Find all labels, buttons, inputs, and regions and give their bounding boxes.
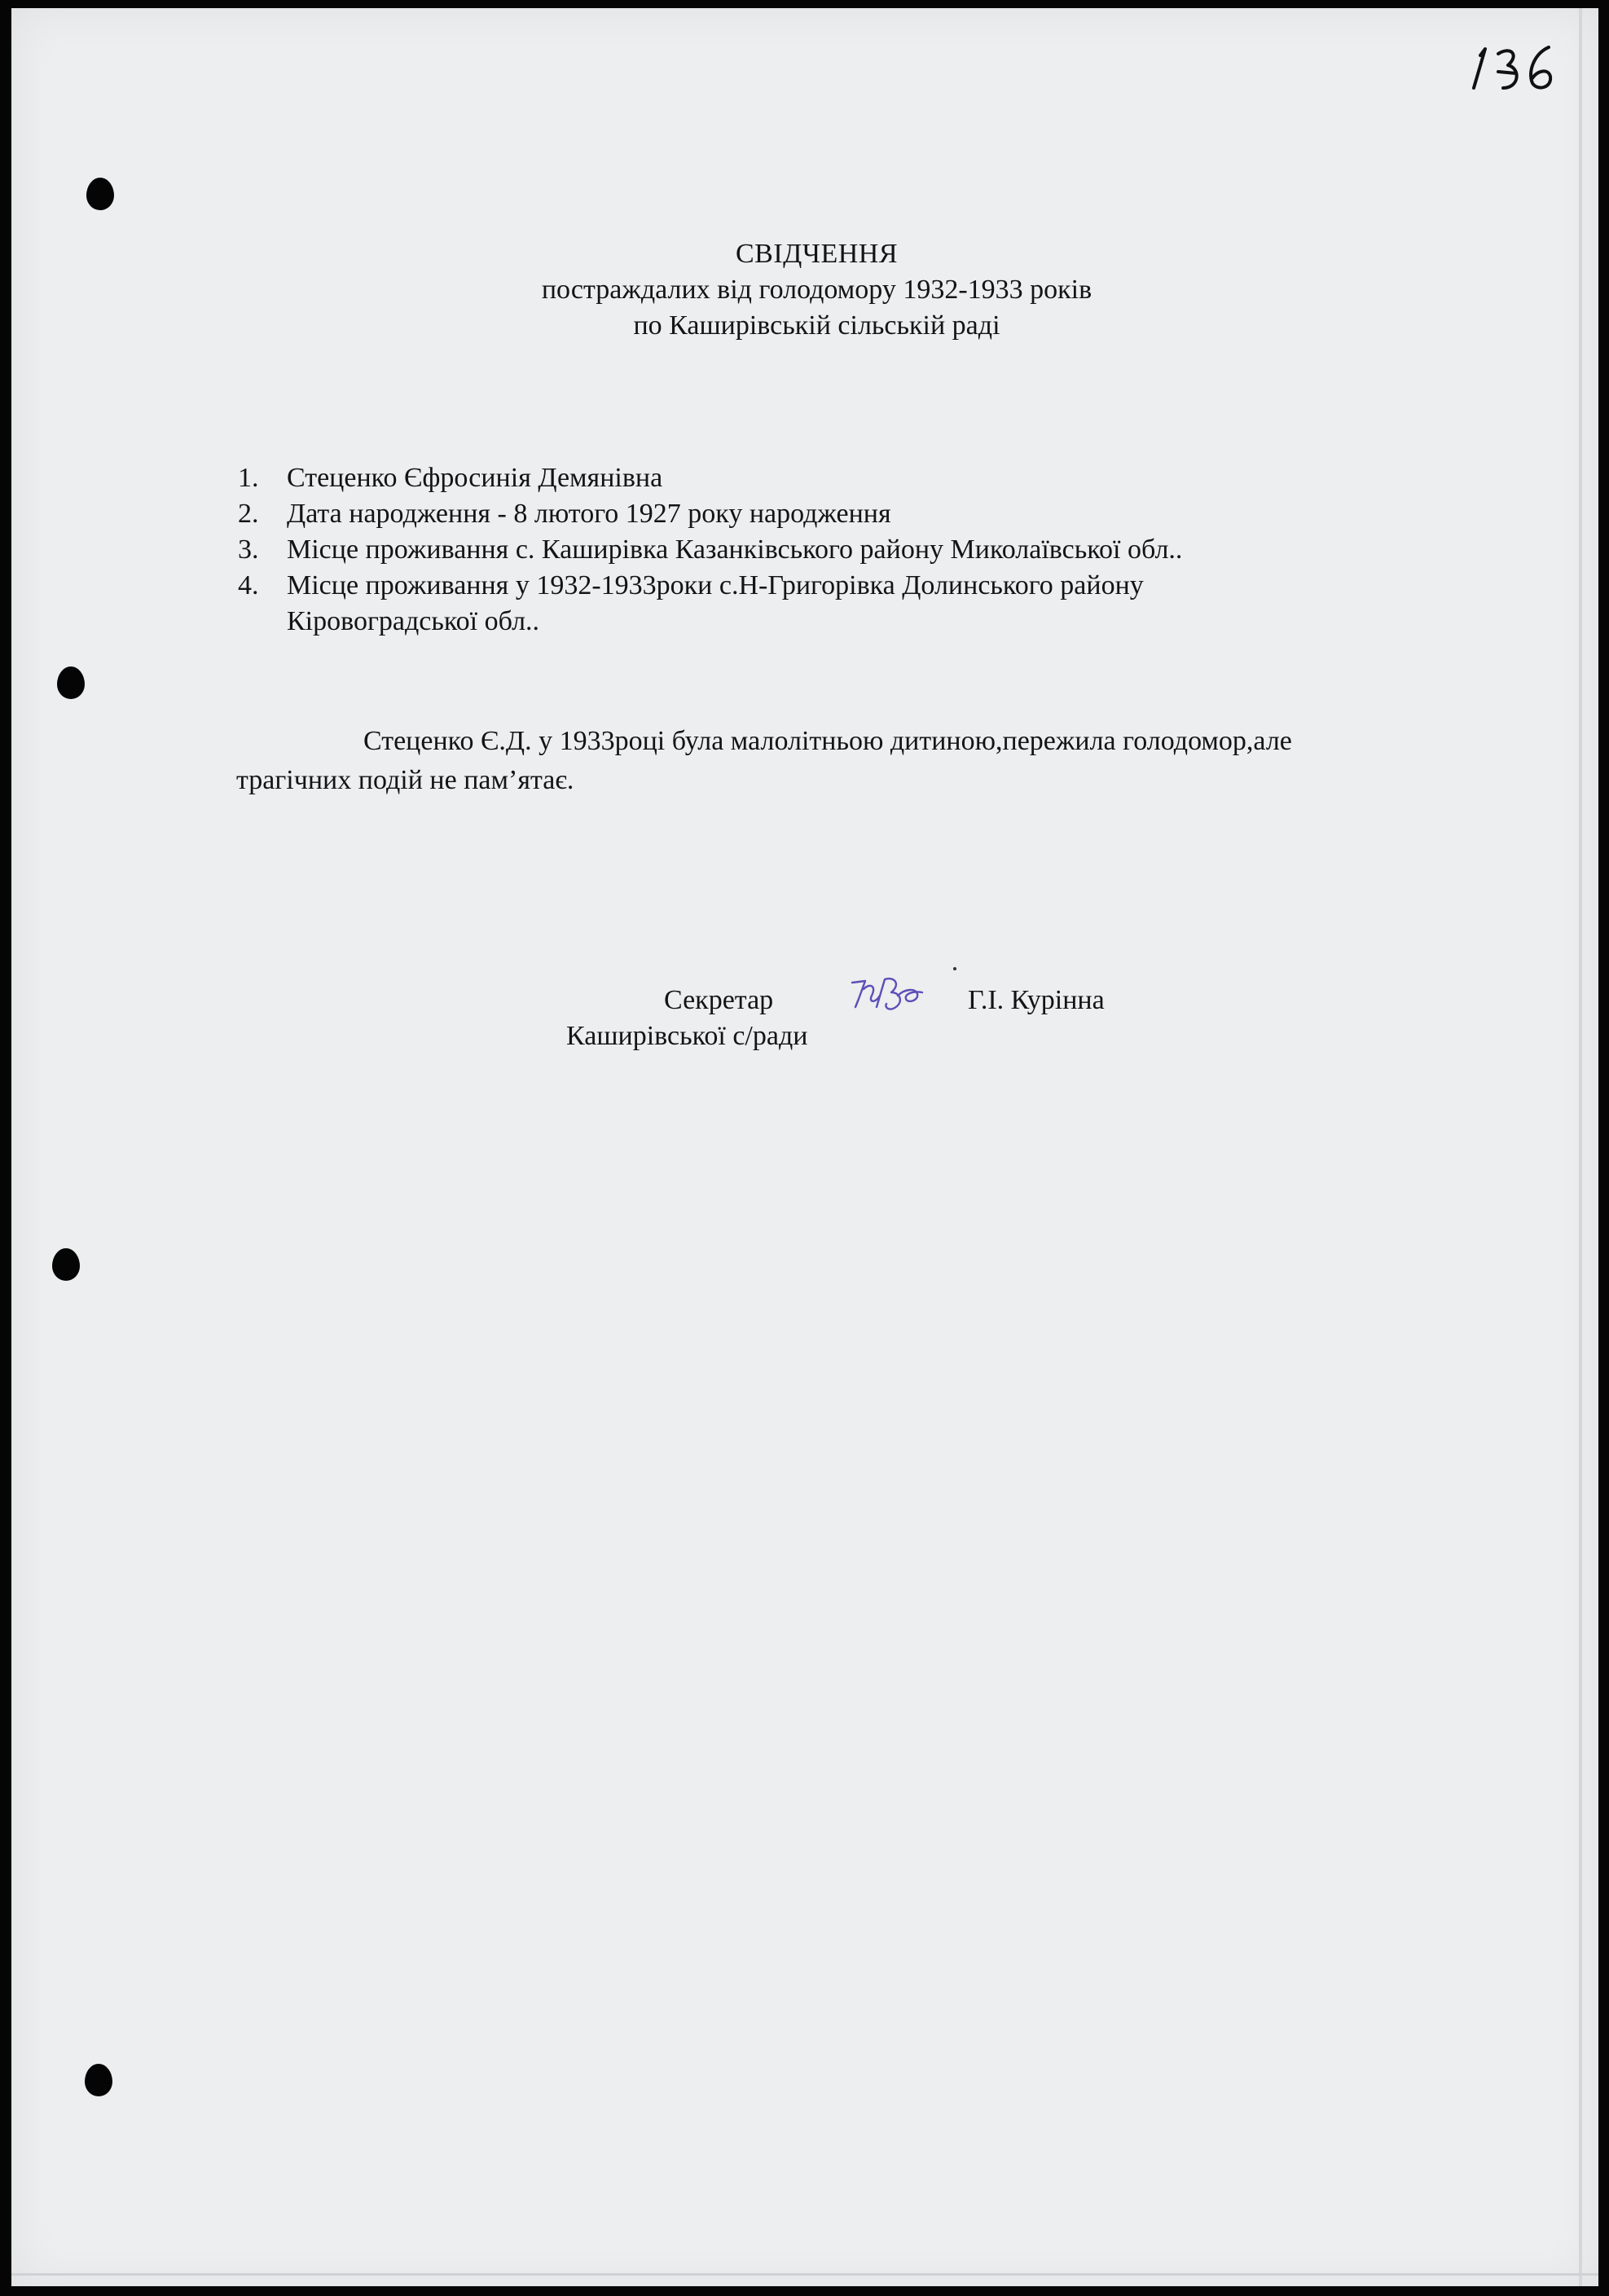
punch-hole-1: [86, 178, 114, 210]
page-edge-right: [1579, 8, 1582, 2286]
list-item-number: 2.: [238, 499, 259, 529]
list-item: [238, 460, 1460, 496]
handwritten-page-number: [1462, 31, 1568, 104]
document-subtitle-council: по Каширівській сільській раді: [633, 310, 1000, 341]
document-page: [11, 8, 1598, 2286]
punch-hole-4: [85, 2064, 112, 2096]
list-item: [238, 568, 1460, 640]
document-subtitle: постраждалих від голодомору 1932-1933 років: [541, 275, 1092, 305]
list-item-text: Дата народження - 8 лютого 1927 року народження: [287, 499, 891, 529]
ink-dot: [953, 967, 956, 970]
punch-hole-3: [52, 1248, 80, 1281]
page-edge-bottom: [11, 2273, 1598, 2276]
signatory-organization: Каширівської с/ради: [566, 1021, 808, 1051]
punch-hole-2: [57, 666, 85, 699]
personal-info-list: [238, 460, 1460, 640]
list-item: [238, 532, 1460, 568]
list-item-text: Стеценко Єфросинія Демянівна: [287, 463, 663, 493]
handwritten-signature: [847, 971, 929, 1023]
list-item-number: 4.: [238, 570, 259, 600]
list-item: [238, 496, 1460, 532]
document-heading: [0, 236, 1609, 344]
list-item-text: Місце проживання с. Каширівка Казанківського району Миколаївської обл..: [287, 534, 1183, 565]
statement-line-1: Стеценко Є.Д. у 1933році була малолітньою дитиною,пережила голодомор,але: [363, 726, 1292, 756]
list-item-text: Місце проживання у 1932-1933роки с.Н-Григорівка Долинського району: [287, 570, 1144, 600]
list-item-number: 1.: [238, 463, 259, 493]
list-item-number: 3.: [238, 534, 259, 565]
statement-paragraph: [236, 722, 1475, 800]
list-item-continuation: Кіровоградської обл..: [287, 606, 540, 636]
statement-line-2: трагічних подій не пам’ятає.: [236, 765, 574, 795]
signatory-name: Г.І. Курінна: [968, 985, 1105, 1015]
signatory-position: Секретар: [664, 985, 774, 1015]
document-title: СВІДЧЕННЯ: [735, 239, 899, 269]
